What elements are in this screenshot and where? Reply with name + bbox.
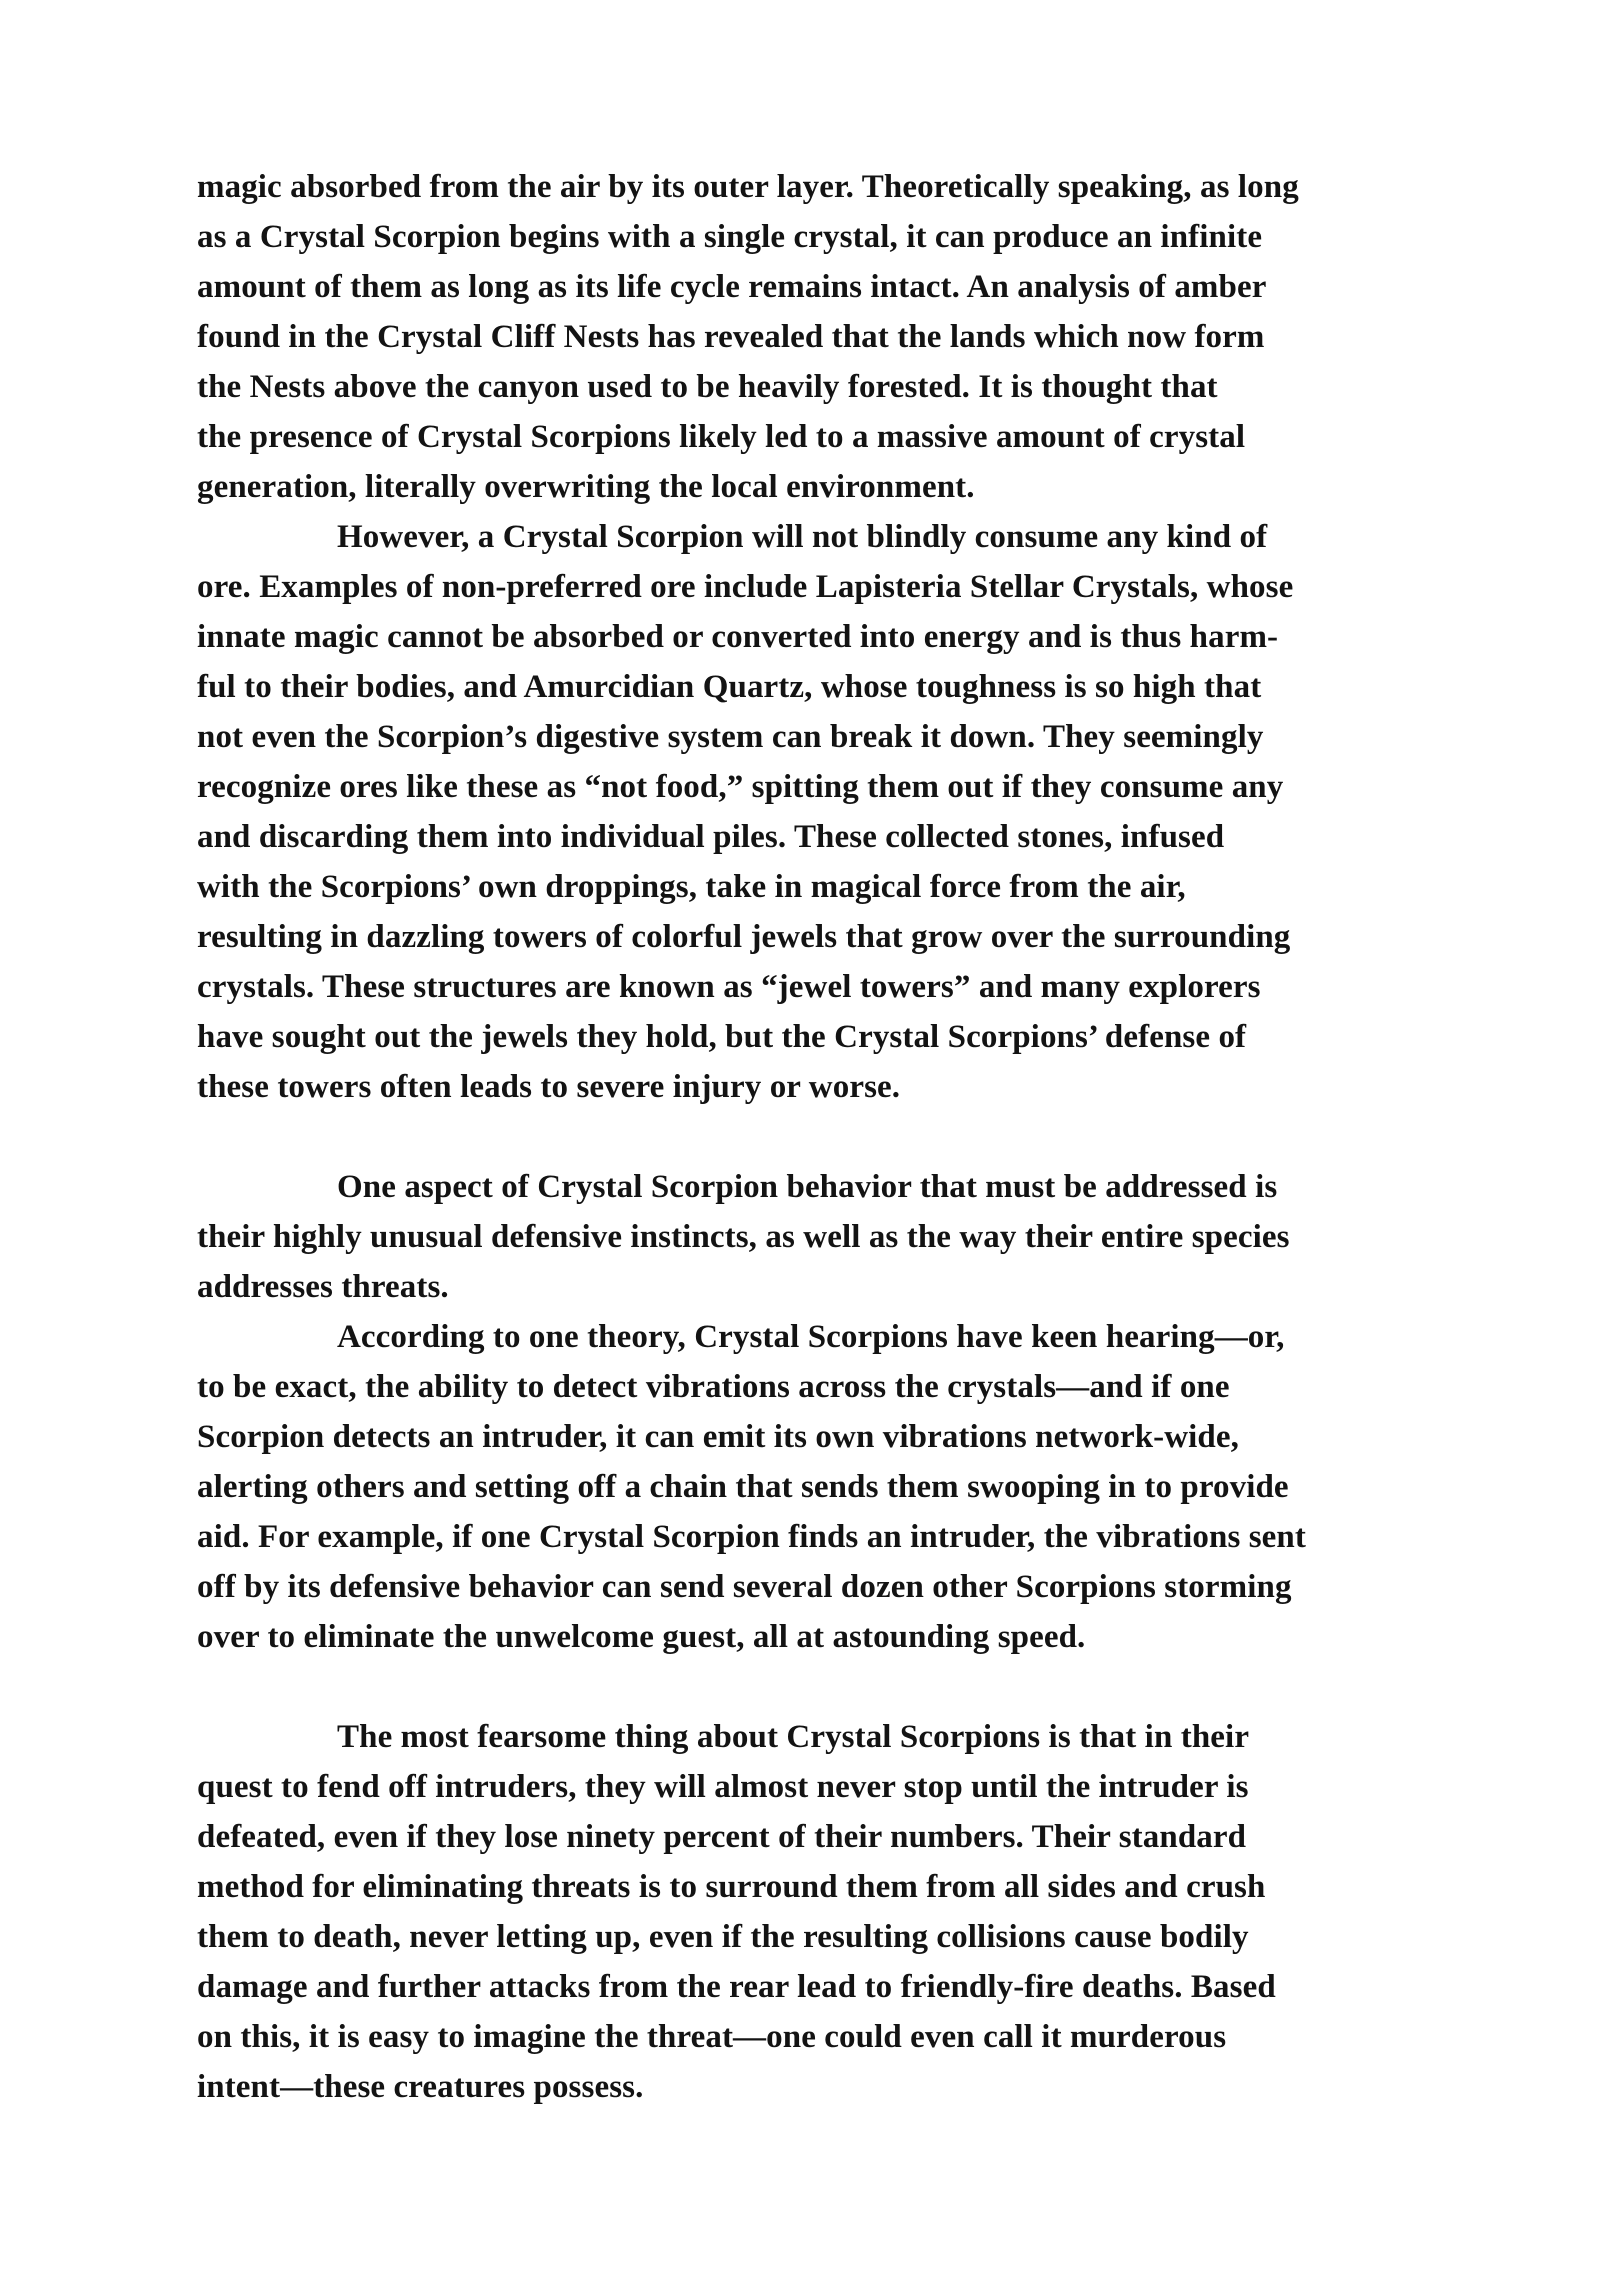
text-line: resulting in dazzling towers of colorful jewels that grow over the surrounding: [197, 919, 1291, 955]
text-line: not even the Scorpion’s digestive system can break it down. They seemingly: [197, 719, 1264, 755]
text-line: quest to fend off intruders, they will almost never stop until the intruder is: [197, 1769, 1249, 1805]
text-line: found in the Crystal Cliff Nests has revealed that the lands which now form: [197, 319, 1265, 355]
text-line: method for eliminating threats is to surround them from all sides and crush: [197, 1869, 1266, 1905]
text-line: have sought out the jewels they hold, but the Crystal Scorpions’ defense of: [197, 1019, 1247, 1055]
text-line: However, a Crystal Scorpion will not blindly consume any kind of: [337, 519, 1268, 555]
text-line: to be exact, the ability to detect vibrations across the crystals—and if one: [197, 1369, 1230, 1405]
text-line: these towers often leads to severe injury or worse.: [197, 1069, 901, 1105]
text-line: One aspect of Crystal Scorpion behavior that must be addressed is: [337, 1169, 1278, 1205]
text-line: on this, it is easy to imagine the threat—one could even call it murderous: [197, 2019, 1227, 2055]
text-line: amount of them as long as its life cycle remains intact. An analysis of amber: [197, 269, 1267, 305]
text-line: the Nests above the canyon used to be heavily forested. It is thought that: [197, 369, 1218, 405]
text-line: ful to their bodies, and Amurcidian Quartz, whose toughness is so high that: [197, 669, 1262, 705]
text-line: intent—these creatures possess.: [197, 2069, 644, 2105]
text-line: The most fearsome thing about Crystal Scorpions is that in their: [337, 1719, 1250, 1755]
text-line: addresses threats.: [197, 1269, 449, 1305]
text-line: crystals. These structures are known as “jewel towers” and many explorers: [197, 969, 1261, 1005]
text-line: them to death, never letting up, even if the resulting collisions cause bodily: [197, 1919, 1249, 1955]
text-line: their highly unusual defensive instincts, as well as the way their entire species: [197, 1219, 1290, 1255]
text-line: magic absorbed from the air by its outer layer. Theoretically speaking, as long: [197, 169, 1299, 205]
text-line: According to one theory, Crystal Scorpions have keen hearing—or,: [337, 1319, 1285, 1355]
text-line: over to eliminate the unwelcome guest, all at astounding speed.: [197, 1619, 1086, 1655]
text-line: with the Scorpions’ own droppings, take in magical force from the air,: [197, 869, 1186, 905]
text-line: off by its defensive behavior can send several dozen other Scorpions storming: [197, 1569, 1292, 1605]
text-line: aid. For example, if one Crystal Scorpion finds an intruder, the vibrations sent: [197, 1519, 1306, 1555]
text-line: the presence of Crystal Scorpions likely led to a massive amount of crystal: [197, 419, 1246, 455]
text-line: generation, literally overwriting the local environment.: [197, 469, 975, 505]
text-line: ore. Examples of non-preferred ore include Lapisteria Stellar Crystals, whose: [197, 569, 1294, 605]
section-break: [197, 1662, 1507, 1712]
text-line: as a Crystal Scorpion begins with a single crystal, it can produce an infinite: [197, 219, 1263, 255]
text-line: damage and further attacks from the rear lead to friendly-fire deaths. Based: [197, 1969, 1276, 2005]
text-line: recognize ores like these as “not food,” spitting them out if they consume any: [197, 769, 1284, 805]
text-line: defeated, even if they lose ninety percent of their numbers. Their standard: [197, 1819, 1247, 1855]
text-line: innate magic cannot be absorbed or converted into energy and is thus harm-: [197, 619, 1279, 655]
text-line: alerting others and setting off a chain that sends them swooping in to provide: [197, 1469, 1289, 1505]
text-block: [197, 162, 1507, 2112]
text-line: Scorpion detects an intruder, it can emit its own vibrations network-wide,: [197, 1419, 1239, 1455]
text-line: and discarding them into individual piles. These collected stones, infused: [197, 819, 1225, 855]
section-break: [197, 1112, 1507, 1162]
